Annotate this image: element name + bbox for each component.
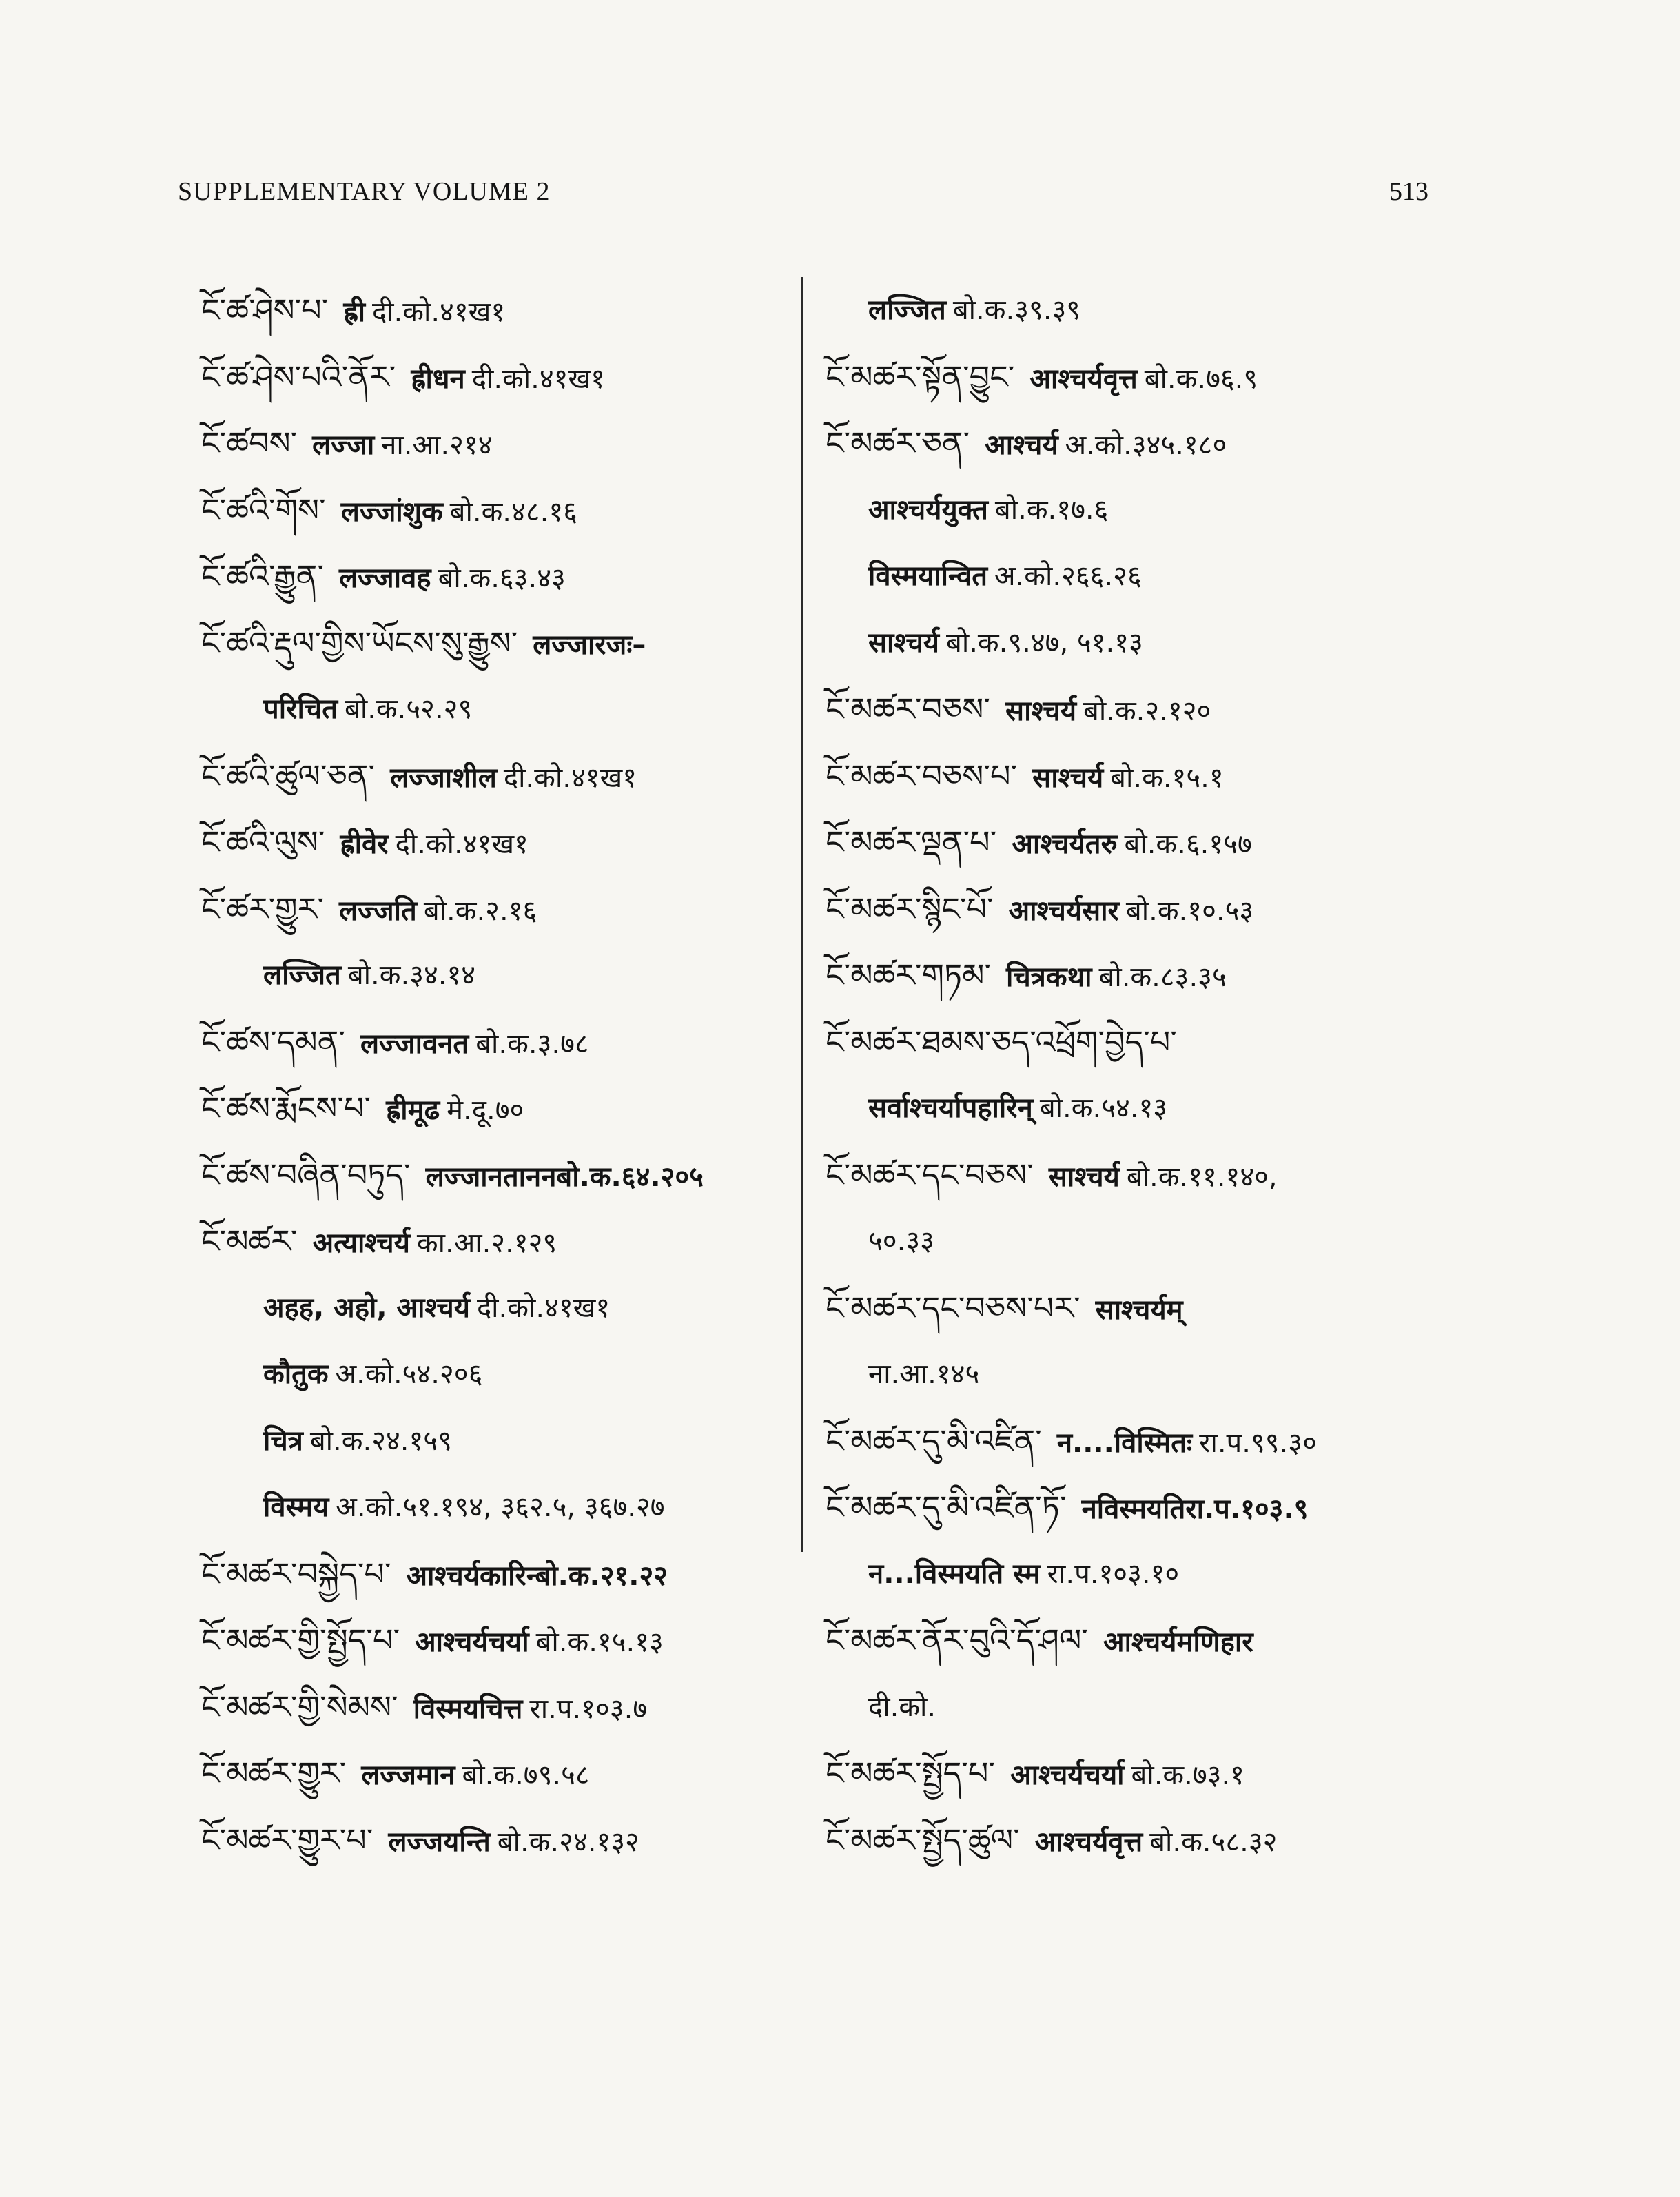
dictionary-entry — [826, 610, 1418, 677]
sanskrit-equivalent: आश्चर्यचर्या — [1010, 1759, 1125, 1791]
tibetan-headword: ངོ་མཚར་ནོར་བུའི་དོ་ཤལ་ — [826, 1622, 1088, 1659]
sanskrit-equivalent: विस्मयान्वित — [868, 560, 987, 592]
source-reference: बो.क.७३.१ — [1131, 1759, 1244, 1791]
sanskrit-equivalent: लज्जति — [338, 895, 417, 927]
sanskrit-equivalent: लज्जयन्ति — [388, 1826, 491, 1858]
source-reference: अ.को.२६६.२६ — [994, 560, 1142, 592]
source-reference: दी.को.४१ख१ — [476, 1291, 611, 1324]
dictionary-entry — [201, 1275, 790, 1342]
source-reference: दी.को.४१ख१ — [371, 296, 506, 328]
sanskrit-equivalent: नविस्मयतिरा.प.१०३.९ — [1081, 1493, 1309, 1525]
tibetan-headword: ངོ་མཚར་སྤྱོད་ཚུལ་ — [826, 1821, 1020, 1859]
dictionary-entry — [826, 277, 1418, 344]
sanskrit-equivalent: अत्याश्चर्य — [312, 1227, 410, 1259]
dictionary-entry — [201, 809, 790, 876]
tibetan-headword: ངོ་མཚར་སྟོན་བྱུང་ — [826, 358, 1015, 396]
dictionary-entry — [201, 743, 790, 810]
sanskrit-equivalent: साश्चर्यम् — [1095, 1294, 1183, 1326]
dictionary-entry — [201, 1541, 790, 1608]
dictionary-entry — [826, 1009, 1418, 1076]
tibetan-headword: ངོ་མཚར་ཐམས་ཅད་འཕྲོག་བྱེད་པ་ — [826, 1023, 1177, 1061]
sanskrit-equivalent: अहह, अहो, आश्चर्य — [263, 1291, 470, 1324]
sanskrit-equivalent: लज्जित — [263, 959, 341, 991]
page-header — [178, 176, 1428, 218]
dictionary-entry — [201, 277, 790, 344]
dictionary-entry — [201, 410, 790, 477]
tibetan-headword: ངོ་མཚར་བཅས་པ་ — [826, 757, 1018, 795]
source-reference: बो.क.९.४७, ५१.१३ — [946, 626, 1143, 659]
tibetan-headword: ངོ་ཚས་རྨོངས་པ་ — [201, 1090, 371, 1127]
sanskrit-equivalent: विस्मय — [263, 1491, 329, 1523]
tibetan-headword: ངོ་ཚའི་རྒྱུན་ — [201, 558, 325, 595]
tibetan-headword: ངོ་ཚ་ཤེས་པ་ — [201, 292, 329, 329]
tibetan-headword: ངོ་མཚར་གྱི་སེམས་ — [201, 1688, 398, 1726]
tibetan-headword: ངོ་མཚར་གྱུར་པ་ — [201, 1821, 373, 1859]
source-reference: दी.को.४१ख१ — [471, 362, 605, 395]
dictionary-entry — [826, 1474, 1418, 1541]
dictionary-entry — [826, 676, 1418, 743]
sanskrit-equivalent: न...विस्मयति स्म — [868, 1557, 1041, 1590]
source-reference: बो.क.२.१२० — [1083, 695, 1211, 727]
tibetan-headword: ངོ་མཚར་དུ་མི་འཛིན་ — [826, 1422, 1042, 1460]
tibetan-headword: ངོ་ཚས་བཞིན་བཏུད་ — [201, 1156, 411, 1194]
tibetan-headword: ངོ་ཚར་གྱུར་ — [201, 890, 324, 928]
source-reference: बो.क.१५.१ — [1110, 762, 1224, 794]
tibetan-headword: ངོ་ཚ་ཤེས་པའི་ནོར་ — [201, 358, 396, 396]
sanskrit-equivalent: आश्चर्यकारिन्बो.क.२१.२२ — [406, 1560, 668, 1592]
dictionary-entry — [826, 1607, 1418, 1674]
source-reference: बो.क.७९.५८ — [462, 1759, 590, 1791]
right-column — [826, 277, 1418, 1873]
sanskrit-equivalent: आश्चर्य — [985, 429, 1058, 461]
dictionary-entry — [201, 876, 790, 943]
tibetan-headword: ངོ་མཚར་ལྡན་པ་ — [826, 824, 997, 861]
tibetan-headword: ངོ་མཚར་ཅན་ — [826, 425, 970, 462]
sanskrit-equivalent: आश्चर्यवृत्त — [1029, 362, 1138, 395]
sanskrit-equivalent: आश्चर्यवृत्त — [1034, 1826, 1143, 1858]
sanskrit-equivalent: चित्रकथा — [1006, 961, 1092, 993]
sanskrit-equivalent: साश्चर्य — [1032, 762, 1104, 794]
tibetan-headword: ངོ་མཚར་ — [201, 1223, 298, 1260]
tibetan-headword: ངོ་ཚའི་རྡུལ་གྱིས་ཡོངས་སུ་རྒྱུས་ — [201, 624, 518, 662]
dictionary-entry — [826, 942, 1418, 1009]
dictionary-entry — [201, 1075, 790, 1142]
tibetan-headword: ངོ་མཚར་བཅས་ — [826, 691, 991, 728]
dictionary-entry — [826, 876, 1418, 943]
dictionary-entry — [201, 1142, 790, 1209]
tibetan-headword: ངོ་མཚར་གྱུར་ — [201, 1755, 347, 1792]
source-reference: बो.क.६.१५७ — [1124, 828, 1252, 860]
sanskrit-equivalent: आश्चर्यसार — [1008, 895, 1119, 927]
dictionary-entry — [201, 1740, 790, 1807]
dictionary-entry — [826, 1674, 1418, 1741]
dictionary-entry — [826, 477, 1418, 544]
source-reference: रा.प.१०३.१० — [1047, 1557, 1180, 1590]
tibetan-headword: ངོ་མཚར་གྱི་སྤྱོད་པ་ — [201, 1622, 400, 1659]
source-reference: बो.क.५८.३२ — [1149, 1826, 1278, 1858]
sanskrit-equivalent: न....विस्मितः — [1056, 1427, 1193, 1459]
tibetan-headword: ངོ་མཚར་དང་བཅས་པར་ — [826, 1289, 1080, 1327]
sanskrit-equivalent: ह्रीवेर — [340, 828, 389, 860]
source-reference: बो.क.१०.५३ — [1125, 895, 1254, 927]
sanskrit-equivalent: ह्रीधन — [411, 362, 465, 395]
sanskrit-equivalent: ह्री — [343, 296, 365, 328]
tibetan-headword: ངོ་ཚབས་ — [201, 425, 298, 462]
left-column — [201, 277, 790, 1873]
dictionary-entry — [201, 1674, 790, 1741]
sanskrit-equivalent: साश्चर्य — [1048, 1161, 1120, 1193]
tibetan-headword: ངོ་ཚའི་ལུས་ — [201, 824, 325, 861]
source-reference: बो.क.२४.१३२ — [497, 1826, 639, 1858]
source-reference: बो.क.१५.१३ — [535, 1626, 664, 1658]
sanskrit-equivalent: कौतुक — [263, 1358, 329, 1390]
source-reference: अ.को.३४५.१८० — [1065, 429, 1227, 461]
sanskrit-equivalent: साश्चर्य — [868, 626, 939, 659]
dictionary-entry — [201, 1607, 790, 1674]
dictionary-entry — [201, 543, 790, 610]
dictionary-entry — [201, 344, 790, 411]
dictionary-entry — [826, 1408, 1418, 1475]
sanskrit-equivalent: लज्जांशुक — [340, 495, 443, 528]
dictionary-entry — [201, 1009, 790, 1076]
source-reference: का.आ.२.१२९ — [416, 1227, 557, 1259]
source-reference: बो.क.११.१४०, — [1126, 1161, 1278, 1193]
tibetan-headword: ངོ་ཚའི་གོས་ — [201, 491, 326, 529]
source-reference: बो.क.६३.४३ — [438, 562, 566, 594]
sanskrit-equivalent: लज्जावनत — [360, 1028, 469, 1060]
dictionary-entry — [826, 1341, 1418, 1408]
sanskrit-equivalent: लज्जानताननबो.क.६४.२०५ — [425, 1161, 704, 1193]
source-reference: ना.आ.१४५ — [868, 1358, 980, 1390]
source-reference: बो.क.५२.२९ — [345, 693, 473, 725]
dictionary-entry — [201, 942, 790, 1009]
dictionary-entry — [826, 743, 1418, 810]
sanskrit-equivalent: सर्वाश्चर्यापहारिन् — [868, 1092, 1033, 1124]
source-reference: रा.प.९९.३० — [1199, 1427, 1317, 1459]
dictionary-entry — [826, 1740, 1418, 1807]
dictionary-entry — [826, 1208, 1418, 1275]
dictionary-entry — [201, 1341, 790, 1408]
dictionary-entry — [826, 1807, 1418, 1874]
tibetan-headword: ངོ་ཚས་དམན་ — [201, 1023, 345, 1061]
sanskrit-equivalent: लज्जाशील — [390, 762, 497, 794]
page-number: 513 — [1389, 177, 1428, 206]
sanskrit-equivalent: लज्जित — [868, 294, 946, 326]
source-reference: मे.दू.७० — [447, 1094, 524, 1126]
tibetan-headword: ངོ་ཚའི་ཚུལ་ཅན་ — [201, 757, 376, 795]
tibetan-headword: ངོ་མཚར་དང་བཅས་ — [826, 1156, 1034, 1194]
dictionary-entry — [201, 1474, 790, 1541]
sanskrit-equivalent: आश्चर्यमणिहार — [1103, 1626, 1253, 1658]
source-reference: बो.क.८३.३५ — [1098, 961, 1227, 993]
dictionary-entry — [826, 543, 1418, 610]
sanskrit-equivalent: लज्जावह — [339, 562, 431, 594]
sanskrit-equivalent: आश्चर्यचर्या — [415, 1626, 529, 1658]
source-reference: बो.क.३९.३९ — [952, 294, 1081, 326]
sanskrit-equivalent: लज्जमान — [361, 1759, 455, 1791]
source-reference: बो.क.२.१६ — [423, 895, 537, 927]
tibetan-headword: ངོ་མཚར་གཏམ་ — [826, 957, 992, 994]
sanskrit-equivalent: चित्र — [263, 1424, 303, 1457]
sanskrit-equivalent: परिचित — [263, 693, 338, 725]
dictionary-entry — [826, 1142, 1418, 1209]
dictionary-entry — [201, 1208, 790, 1275]
dictionary-entry — [201, 1408, 790, 1475]
dictionary-entry — [826, 410, 1418, 477]
sanskrit-equivalent: आश्चर्यतरु — [1012, 828, 1118, 860]
column-divider — [801, 277, 803, 1552]
source-reference: ५०.३३ — [868, 1225, 934, 1257]
sanskrit-equivalent: लज्जारजः– — [533, 629, 646, 661]
source-reference: ना.आ.२१४ — [381, 429, 493, 461]
sanskrit-equivalent: लज्जा — [312, 429, 375, 461]
sanskrit-equivalent: साश्चर्य — [1005, 695, 1077, 727]
dictionary-entry — [201, 1807, 790, 1874]
source-reference: अ.को.५१.१९४, ३६२.५, ३६७.२७ — [336, 1491, 665, 1523]
dictionary-entry — [826, 1075, 1418, 1142]
source-reference: बो.क.२४.१५९ — [309, 1424, 452, 1457]
dictionary-entry — [826, 809, 1418, 876]
dictionary-entry — [201, 610, 790, 677]
dictionary-entry — [201, 676, 790, 743]
source-reference: रा.प.१०३.७ — [529, 1693, 648, 1725]
source-reference: बो.क.३४.१४ — [347, 959, 476, 991]
dictionary-entry — [826, 1275, 1418, 1342]
dictionary-entry — [201, 477, 790, 544]
source-reference: बो.क.३.७८ — [475, 1028, 589, 1060]
dictionary-entry — [826, 344, 1418, 411]
sanskrit-equivalent: आश्चर्ययुक्त — [868, 493, 988, 526]
tibetan-headword: ངོ་མཚར་བསྐྱེད་པ་ — [201, 1555, 391, 1593]
source-reference: बो.क.४८.१६ — [449, 495, 577, 528]
source-reference: बो.क.५४.१३ — [1039, 1092, 1168, 1124]
tibetan-headword: ངོ་མཚར་སྤྱོད་པ་ — [826, 1755, 996, 1792]
tibetan-headword: ངོ་མཚར་སྙིང་པོ་ — [826, 890, 994, 928]
dictionary-entry — [826, 1541, 1418, 1608]
source-reference: अ.को.५४.२०६ — [335, 1358, 483, 1390]
running-title: SUPPLEMENTARY VOLUME 2 — [178, 177, 551, 206]
tibetan-headword: ངོ་མཚར་དུ་མི་འཛིན་ཏོ་ — [826, 1489, 1067, 1526]
source-reference: बो.क.७६.९ — [1144, 362, 1258, 395]
source-reference: दी.को.४१ख१ — [503, 762, 637, 794]
source-reference: दी.को.४१ख१ — [395, 828, 529, 860]
source-reference: दी.को. — [868, 1690, 936, 1723]
sanskrit-equivalent: ह्रीमूढ — [386, 1094, 440, 1126]
source-reference: बो.क.१७.६ — [994, 493, 1109, 526]
sanskrit-equivalent: विस्मयचित्त — [413, 1693, 523, 1725]
